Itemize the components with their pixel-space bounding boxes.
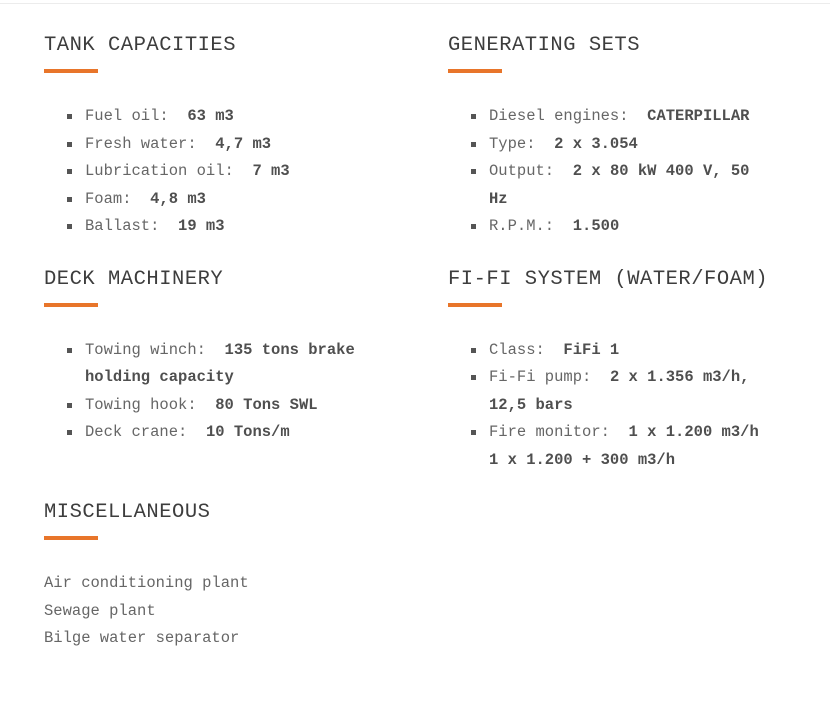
spec-item — [448, 213, 769, 241]
section-tank-capacities — [44, 33, 448, 241]
spec-list — [44, 337, 365, 447]
spec-label: Towing winch: — [85, 340, 206, 359]
spec-label: Diesel engines: — [489, 107, 629, 125]
spec-row-1 — [44, 33, 830, 241]
spec-row-3 — [44, 500, 830, 653]
spec-label: Foam: — [85, 189, 132, 208]
spec-item — [448, 103, 769, 131]
spec-value: FiFi 1 — [563, 340, 620, 359]
spec-item — [44, 158, 365, 186]
spec-list — [448, 103, 769, 241]
spec-label: R.P.M.: — [489, 217, 555, 235]
spec-item — [44, 213, 365, 241]
spec-list — [44, 103, 365, 241]
spec-value: 63 m3 — [187, 107, 234, 125]
section-title: TANK CAPACITIES — [44, 34, 237, 57]
spec-label: Fuel oil: — [85, 107, 169, 125]
spec-value: 80 Tons SWL — [215, 395, 318, 414]
spec-item — [44, 337, 365, 392]
section-empty — [448, 500, 830, 653]
spec-list — [448, 337, 769, 475]
section-fifi-system — [448, 267, 830, 475]
spec-item — [44, 103, 365, 131]
spec-label: Output: — [489, 162, 555, 180]
spec-item — [448, 337, 769, 365]
spec-value: 4,8 m3 — [150, 189, 206, 208]
spec-label: Class: — [489, 340, 545, 359]
section-title: GENERATING SETS — [448, 34, 641, 57]
plain-item: Air conditioning plant — [44, 574, 249, 592]
spec-value: 10 Tons/m — [205, 423, 290, 441]
section-deck-machinery — [44, 267, 448, 475]
section-title: MISCELLANEOUS — [44, 501, 211, 524]
spec-value: 7 m3 — [252, 162, 290, 180]
spec-value: 4,7 m3 — [215, 134, 272, 153]
spec-label: Lubrication oil: — [85, 162, 234, 180]
section-underline — [44, 536, 98, 540]
spec-value: 1.500 — [572, 217, 620, 235]
spec-value: CATERPILLAR — [647, 107, 750, 125]
plain-item: Bilge water separator — [44, 629, 240, 647]
spec-label: Fresh water: — [85, 134, 197, 153]
spec-value: 135 tons brake holding capacity — [85, 340, 355, 386]
spec-value: 2 x 3.054 — [554, 134, 638, 153]
section-miscellaneous — [44, 500, 448, 653]
section-generating-sets — [448, 33, 830, 241]
spec-label: Deck crane: — [85, 423, 188, 441]
spec-label: Fire monitor: — [489, 423, 610, 441]
spec-item — [448, 131, 769, 159]
top-divider — [0, 3, 830, 4]
section-underline — [448, 303, 502, 307]
spec-label: Towing hook: — [85, 395, 197, 414]
section-underline — [44, 303, 98, 307]
spec-value: 1 x 1.200 m3/h 1 x 1.200 + 300 m3/h — [489, 423, 759, 469]
section-underline — [448, 69, 502, 73]
spec-label: Type: — [489, 134, 536, 153]
spec-value: 2 x 80 kW 400 V, 50 Hz — [489, 162, 750, 208]
section-title: FI-FI SYSTEM (WATER/FOAM) — [448, 267, 769, 291]
spec-value: 19 m3 — [178, 217, 225, 235]
spec-label: Fi-Fi pump: — [489, 368, 592, 386]
spec-label: Ballast: — [85, 217, 160, 235]
spec-item — [448, 158, 769, 213]
plain-list — [44, 570, 448, 653]
spec-item — [44, 131, 365, 159]
spec-item — [44, 392, 365, 420]
spec-item — [44, 186, 365, 214]
plain-item: Sewage plant — [44, 601, 156, 620]
spec-value: 2 x 1.356 m3/h, 12,5 bars — [489, 368, 750, 414]
section-title: DECK MACHINERY — [44, 267, 224, 291]
spec-item — [44, 419, 365, 447]
spec-row-2 — [44, 267, 830, 475]
spec-item — [448, 364, 769, 419]
spec-item — [448, 419, 769, 474]
section-underline — [44, 69, 98, 73]
